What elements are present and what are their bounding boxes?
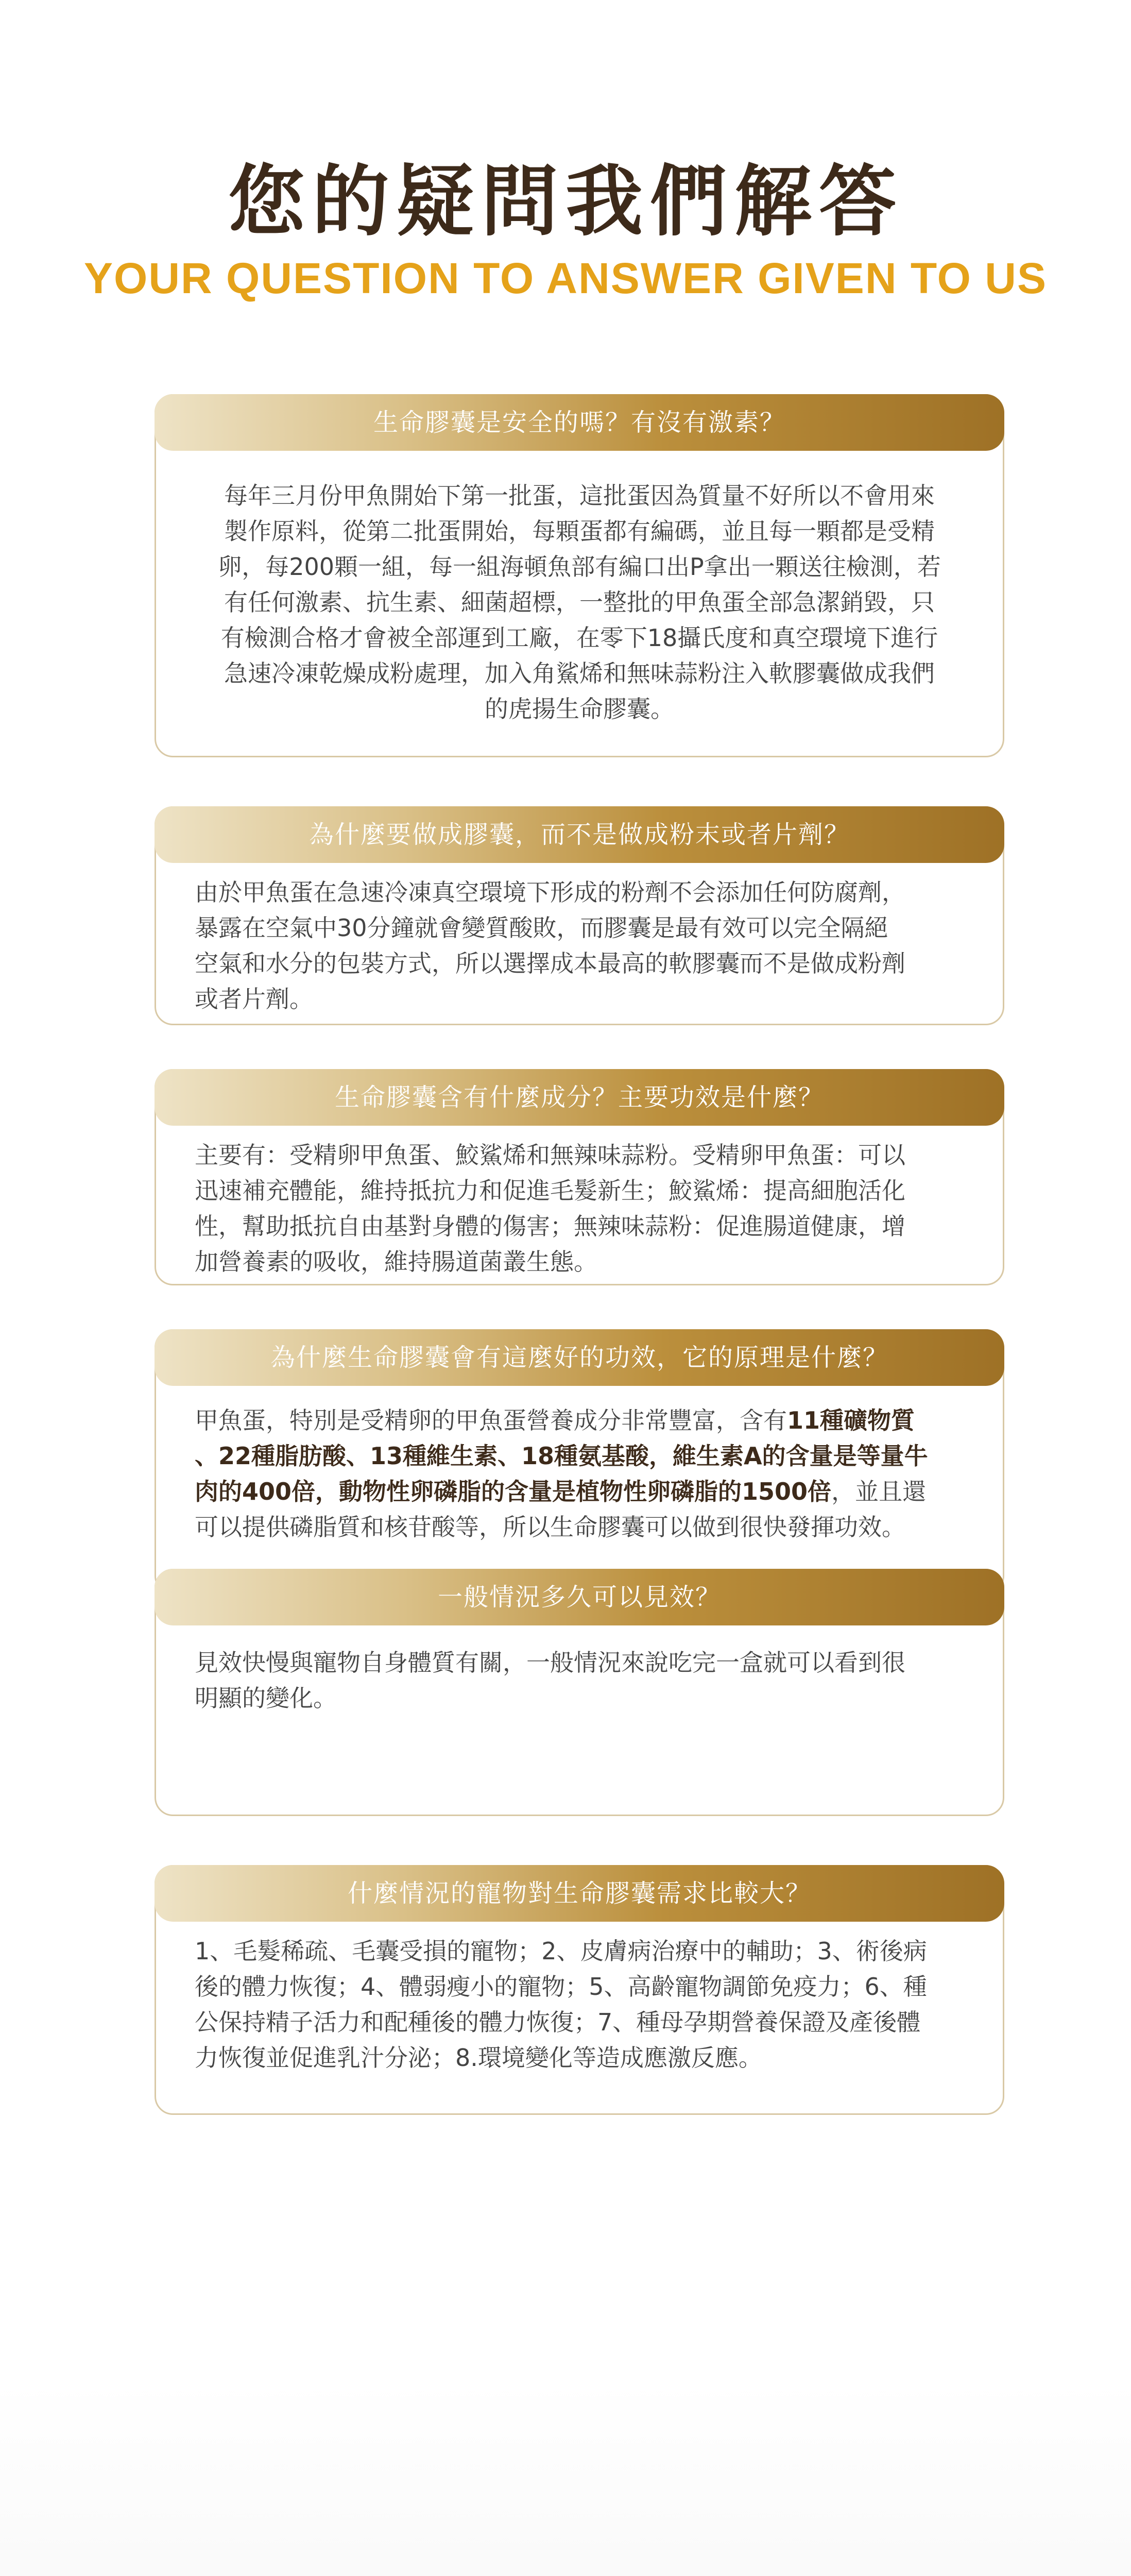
faq-question: 一般情況多久可以見效？ xyxy=(155,1569,1004,1625)
faq-answer xyxy=(195,1934,964,2076)
answer-line: 或者片劑。 xyxy=(195,985,313,1013)
faq-answer xyxy=(195,478,964,727)
answer-line: 主要有：受精卵甲魚蛋、鮫鯊烯和無辣味蒜粉。受精卵甲魚蛋：可以 xyxy=(195,1141,905,1169)
answer-line: 每年三月份甲魚開始下第一批蛋，這批蛋因為質量不好所以不會用來 xyxy=(224,482,935,510)
answer-line: 的虎揚生命膠囊。 xyxy=(485,695,674,723)
faq-card-principle xyxy=(155,1329,1004,1595)
answer-line xyxy=(195,1474,964,1510)
faq-question: 什麼情況的寵物對生命膠囊需求比較大？ xyxy=(155,1865,1004,1922)
answer-line: 見效快慢與寵物自身體質有關，一般情況來說吃完一盒就可以看到很 xyxy=(195,1649,905,1676)
answer-line: 明顯的變化。 xyxy=(195,1684,337,1712)
answer-line: 迅速補充體能，維持抵抗力和促進毛髮新生；鮫鯊烯：提高細胞活化 xyxy=(195,1177,905,1205)
page-subtitle: YOUR QUESTION TO ANSWER GIVEN TO US xyxy=(84,254,1047,302)
answer-line: 製作原料，從第二批蛋開始，每顆蛋都有編碼，並且每一顆都是受精 xyxy=(224,517,935,545)
cat-hand-illustration xyxy=(0,2380,1131,2576)
faq-question: 為什麼生命膠囊會有這麼好的功效，它的原理是什麼？ xyxy=(155,1329,1004,1386)
faq-answer xyxy=(195,1645,964,1716)
faq-card-timing xyxy=(155,1569,1004,1816)
faq-question: 生命膠囊是安全的嗎？有沒有激素？ xyxy=(155,394,1004,451)
faq-card-ingredients xyxy=(155,1069,1004,1285)
answer-line: 急速冷凍乾燥成粉處理，加入角鯊烯和無味蒜粉注入軟膠囊做成我們 xyxy=(224,659,935,687)
answer-line xyxy=(195,1403,964,1438)
faq-answer xyxy=(195,875,964,1017)
faq-answer xyxy=(195,1403,964,1545)
faq-answer xyxy=(195,1138,964,1280)
answer-line: 由於甲魚蛋在急速冷凍真空環境下形成的粉劑不会添加任何防腐劑， xyxy=(195,878,905,906)
answer-segment: ，並且還 xyxy=(831,1478,927,1505)
faq-card-capsule-form xyxy=(155,806,1004,1025)
faq-card-target-pets xyxy=(155,1865,1004,2115)
answer-line: 力恢復並促進乳汁分泌；8.環境變化等造成應激反應。 xyxy=(195,2044,762,2072)
answer-line: 後的體力恢復；4、體弱瘦小的寵物；5、高齡寵物調節免疫力；6、種 xyxy=(195,1973,927,2001)
answer-line: 公保持精子活力和配種後的體力恢復；7、種母孕期營養保證及產後體 xyxy=(195,2008,921,2036)
answer-line: 空氣和水分的包裝方式，所以選擇成本最高的軟膠囊而不是做成粉劑 xyxy=(195,950,905,977)
answer-line: 暴露在空氣中30分鐘就會變質酸敗，而膠囊是最有效可以完全隔絕 xyxy=(195,914,888,942)
answer-line: 性，幫助抵抗自由基對身體的傷害；無辣味蒜粉：促進腸道健康，增 xyxy=(195,1212,905,1240)
answer-line: 有檢測合格才會被全部運到工廠，在零下18攝氏度和真空環境下進行 xyxy=(220,624,938,652)
answer-line-bold: 、22種脂肪酸、13種維生素、18種氨基酸，維生素A的含量是等量牛 xyxy=(195,1442,928,1470)
cat-photo-banner xyxy=(0,2380,1131,2576)
answer-line: 卵，每200顆一組，每一組海頓魚部有編口出P拿出一顆送往檢測，若 xyxy=(218,553,941,581)
answer-line: 可以提供磷脂質和核苷酸等，所以生命膠囊可以做到很快發揮功效。 xyxy=(195,1513,905,1541)
faq-card-safety xyxy=(155,394,1004,757)
page-title: 您的疑問我們解答 xyxy=(227,157,903,247)
answer-segment-bold: 11種礦物質 xyxy=(787,1406,915,1434)
answer-segment: 甲魚蛋，特別是受精卵的甲魚蛋營養成分非常豐富，含有 xyxy=(195,1406,787,1434)
answer-line: 加營養素的吸收，維持腸道菌叢生態。 xyxy=(195,1248,597,1276)
answer-line: 1、毛髮稀疏、毛囊受損的寵物；2、皮膚病治療中的輔助；3、術後病 xyxy=(195,1937,927,1965)
answer-line: 有任何激素、抗生素、細菌超標，一整批的甲魚蛋全部急潔銷毀，只 xyxy=(224,588,935,616)
faq-question: 為什麼要做成膠囊，而不是做成粉末或者片劑？ xyxy=(155,806,1004,863)
faq-question: 生命膠囊含有什麼成分？主要功效是什麼？ xyxy=(155,1069,1004,1126)
answer-segment-bold: 肉的400倍，動物性卵磷脂的含量是植物性卵磷脂的1500倍 xyxy=(195,1478,832,1505)
